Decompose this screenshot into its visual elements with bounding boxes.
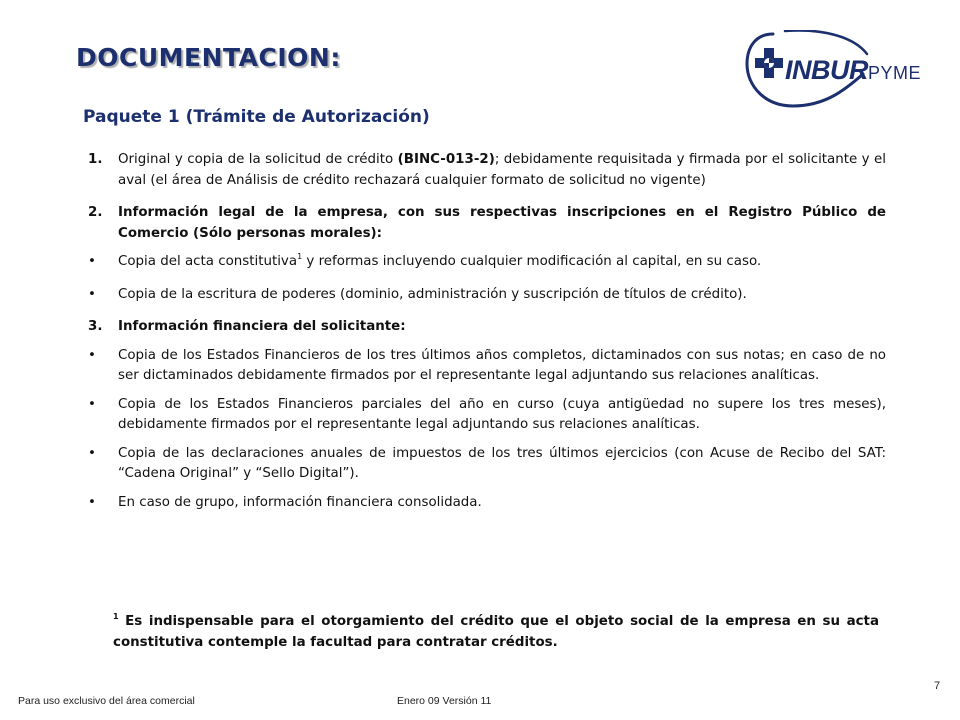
logo-text-suffix: PYME bbox=[868, 63, 922, 83]
footnote bbox=[113, 612, 879, 653]
item-text: Copia del acta constitutiva bbox=[118, 254, 298, 269]
bullet-item bbox=[88, 346, 886, 387]
footnote-number: 1 bbox=[113, 611, 119, 621]
item-text: Copia de la escritura de poderes (dominio, administración y suscripción de títulos de crédito). bbox=[118, 286, 747, 302]
bullet-icon: • bbox=[88, 396, 96, 412]
company-logo bbox=[745, 30, 940, 110]
footnote-ref: 1 bbox=[297, 251, 303, 261]
footer-version: Enero 09 Versión 11 bbox=[397, 695, 492, 707]
form-code: (BINC-013-2) bbox=[397, 152, 495, 167]
item-text: Copia de las declaraciones anuales de impuestos de los tres últimos ejercicios (con Acuse de Recibo del SAT: “Cadena Original” y “Sello Digital”). bbox=[118, 445, 886, 481]
bullet-item bbox=[88, 444, 886, 485]
item-text: Copia de los Estados Financieros de los tres últimos años completos, dictaminados con sus notas; en caso de no ser dictaminados debidamente firmados por el representante legal adjuntando sus relaciones analíticas. bbox=[118, 347, 886, 383]
section-subtitle: Paquete 1 (Trámite de Autorización) bbox=[83, 107, 430, 127]
list-item-2 bbox=[88, 203, 886, 244]
footer-confidential: Para uso exclusivo del área comercial bbox=[18, 695, 195, 707]
list-item-3 bbox=[88, 317, 886, 338]
item-number: 2. bbox=[88, 205, 103, 220]
bullet-item bbox=[88, 285, 886, 306]
bullet-icon: • bbox=[88, 445, 96, 461]
footnote-text: Es indispensable para el otorgamiento del crédito que el objeto social de la empresa en su acta constitutiva contemple la facultad para contratar créditos. bbox=[113, 614, 879, 650]
logo-wordmark bbox=[785, 55, 921, 86]
bullet-icon: • bbox=[88, 254, 96, 269]
bullet-item bbox=[88, 252, 886, 273]
item-heading: Información legal de la empresa, con sus respectivas inscripciones en el Registro Público de Comercio (Sólo personas morales): bbox=[118, 205, 886, 241]
document-body bbox=[88, 150, 886, 513]
page-number: 7 bbox=[934, 680, 941, 692]
bullet-icon: • bbox=[88, 286, 96, 302]
list-item-1 bbox=[88, 150, 886, 191]
item-text: ; debidamente requisitada y firmada por el solicitante y el aval (el área de Análisis de crédito rechazará cualquier formato de solicitud no vigente) bbox=[118, 152, 886, 188]
item-number: 3. bbox=[88, 319, 103, 334]
bullet-item bbox=[88, 395, 886, 436]
item-text: Copia de los Estados Financieros parciales del año en curso (cuya antigüedad no supere los tres meses), debidamente firmados por el representante legal adjuntando sus relaciones analíticas. bbox=[118, 396, 886, 432]
item-text: En caso de grupo, información financiera consolidada. bbox=[118, 494, 482, 510]
bullet-icon: • bbox=[88, 494, 96, 510]
logo-text-main: INBUR bbox=[785, 55, 868, 85]
bullet-icon: • bbox=[88, 347, 96, 363]
item-number: 1. bbox=[88, 152, 103, 167]
item-text: y reformas incluyendo cualquier modificación al capital, en su caso. bbox=[302, 254, 762, 269]
item-text: Original y copia de la solicitud de crédito bbox=[118, 152, 398, 167]
page-title: DOCUMENTACION: bbox=[76, 43, 341, 72]
bullet-item bbox=[88, 493, 886, 514]
item-heading: Información financiera del solicitante: bbox=[118, 319, 406, 334]
